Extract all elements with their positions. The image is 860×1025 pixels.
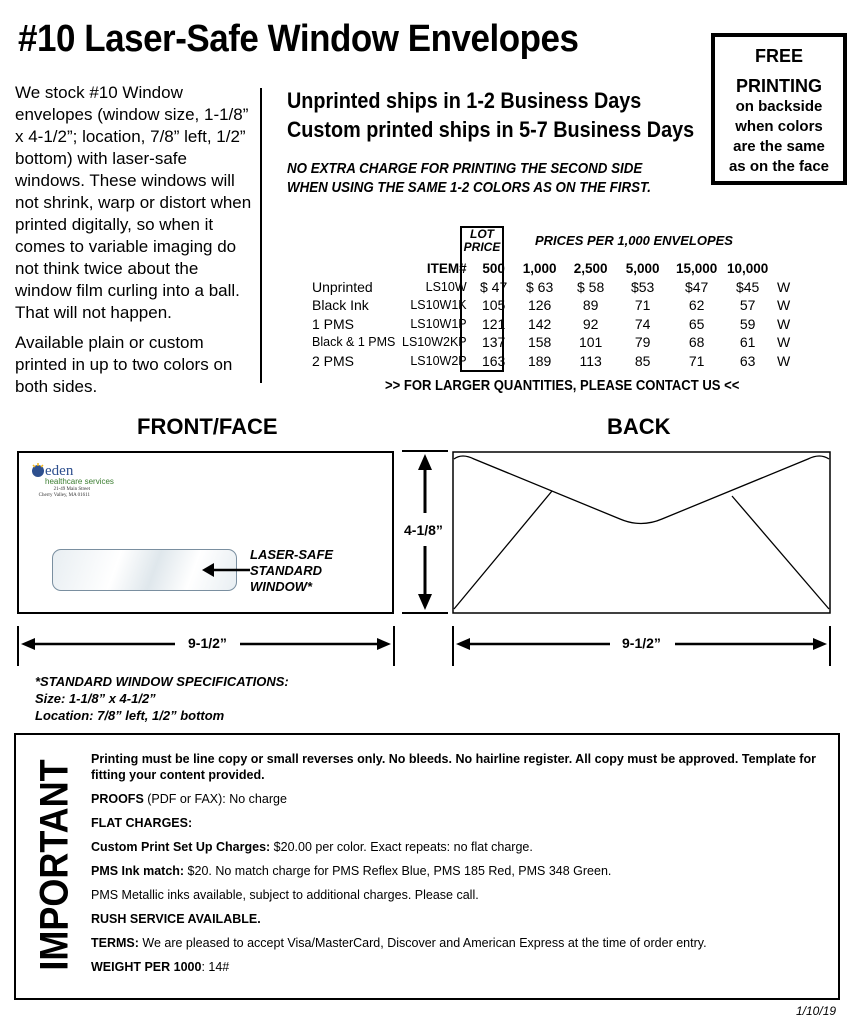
logo-address (38, 487, 90, 499)
window-specifications (35, 673, 289, 724)
logo-address-line-1: 21-49 Main Street (53, 487, 90, 492)
header-qty: 10,000 (726, 260, 769, 276)
table-row (306, 352, 797, 371)
row-price: 137 (481, 334, 506, 351)
header-qty: 500 (482, 260, 505, 276)
free-line-1: FREE (754, 46, 803, 66)
terms-text: We are pleased to accept Visa/MasterCard, Discover and American Express at the time of order entry. (138, 936, 707, 950)
printing-rules: Printing must be line copy or small reverses only. No bleeds. No hairline register. All copy must be approved. Template for fitting your content provided. (91, 752, 816, 782)
shipping-line-1: Unprinted ships in 1-2 Business Days (287, 88, 642, 113)
window-label (250, 547, 333, 595)
date-stamp: 1/10/19 (796, 1004, 837, 1018)
free-printing-box (711, 33, 847, 185)
free-line-4: when colors (735, 118, 823, 135)
row-price: 101 (578, 334, 603, 351)
lot-label-2: PRICE (463, 240, 501, 254)
row-name: Unprinted (312, 278, 373, 295)
header-qty: 5,000 (625, 260, 660, 276)
pms-text: $20. No match charge for PMS Reflex Blue, PMS 185 Red, PMS 348 Green. (184, 864, 612, 878)
prices-per-heading: PRICES PER 1,000 ENVELOPES (535, 233, 733, 248)
price-table (306, 259, 797, 370)
row-item: LS10W1P (410, 316, 467, 331)
row-flag: W (777, 278, 791, 295)
row-price: 121 (481, 315, 506, 332)
row-name: 2 PMS (312, 352, 355, 369)
row-price: 68 (688, 334, 705, 351)
free-line-6: as on the face (728, 158, 830, 175)
header-qty: 15,000 (675, 260, 718, 276)
row-price: 189 (527, 352, 552, 369)
header-qty: 2,500 (573, 260, 608, 276)
header-blank (306, 259, 402, 278)
row-flag: W (777, 352, 791, 369)
free-line-5: are the same (733, 138, 825, 155)
header-qty: 1,000 (522, 260, 557, 276)
front-width-dimension: 9-1/2” (188, 635, 227, 651)
row-price: 57 (739, 297, 756, 314)
shipping-line-2: Custom printed ships in 5-7 Business Days (287, 117, 695, 142)
row-item: LS10W2KP (402, 335, 467, 350)
row-item: LS10W (425, 279, 467, 294)
row-price: 92 (582, 315, 599, 332)
back-width-dimension: 9-1/2” (622, 635, 661, 651)
proofs-label: PROOFS (91, 792, 144, 806)
table-row (306, 315, 797, 334)
setup-text: $20.00 per color. Exact repeats: no flat charge. (270, 840, 533, 854)
weight-text: : 14# (201, 960, 230, 974)
row-flag: W (777, 315, 791, 332)
specs-location: Location: 7/8” left, 1/2” bottom (35, 708, 225, 723)
back-heading: BACK (607, 414, 671, 439)
window-label-2: STANDARD (250, 563, 322, 578)
row-name: Black Ink (312, 297, 369, 314)
weight-label: WEIGHT PER 1000 (91, 960, 202, 974)
intro-text (15, 82, 255, 406)
row-price: 113 (579, 352, 602, 369)
row-price: 74 (634, 315, 651, 332)
intro-paragraph-2: Available plain or custom printed in up to two colors on both sides. (15, 333, 233, 396)
vertical-divider (260, 88, 262, 383)
row-price: 158 (527, 334, 552, 351)
lot-price-label (460, 228, 504, 254)
row-flag: W (777, 334, 791, 351)
header-item: ITEM# (426, 260, 467, 276)
row-price: 62 (688, 297, 705, 314)
row-price: 71 (688, 352, 705, 369)
row-name: 1 PMS (312, 315, 355, 332)
row-price: 79 (634, 334, 651, 351)
logo-address-line-2: Cherry Valley, MA 01611 (38, 493, 90, 498)
row-price: 89 (582, 297, 599, 314)
table-row (306, 296, 797, 315)
window-label-1: LASER-SAFE (250, 547, 334, 562)
row-price: 126 (527, 297, 552, 314)
free-line-2: PRINTING (735, 76, 822, 96)
row-price: $47 (684, 278, 709, 295)
shipping-info (287, 86, 694, 144)
table-row (306, 278, 797, 297)
row-price: 65 (688, 315, 705, 332)
specs-title: *STANDARD WINDOW SPECIFICATIONS: (35, 674, 289, 689)
proofs-text: (PDF or FAX): No charge (143, 792, 287, 806)
price-table-header (306, 259, 797, 278)
front-face-heading: FRONT/FACE (137, 414, 278, 439)
contact-note: >> FOR LARGER QUANTITIES, PLEASE CONTACT US << (385, 378, 740, 394)
row-price: $53 (630, 278, 655, 295)
row-price: 85 (634, 352, 651, 369)
row-price: $ 63 (526, 278, 554, 295)
specs-size: Size: 1-1/8” x 4-1/2” (35, 691, 156, 706)
row-price: $45 (735, 278, 760, 295)
row-item: LS10W1K (410, 298, 467, 313)
row-price: 105 (481, 297, 506, 314)
flat-charges-label: FLAT CHARGES: (91, 816, 193, 830)
no-charge-line-2: WHEN USING THE SAME 1-2 COLORS AS ON THE FIRST. (287, 180, 651, 196)
row-price: 63 (739, 352, 756, 369)
no-charge-line-1: NO EXTRA CHARGE FOR PRINTING THE SECOND SIDE (287, 161, 643, 177)
row-price: 59 (739, 315, 756, 332)
metallic-text: PMS Metallic inks available, subject to additional charges. Please call. (91, 888, 479, 902)
row-price: 71 (634, 297, 651, 314)
row-price: 142 (527, 315, 552, 332)
terms-label: TERMS: (91, 936, 139, 950)
intro-paragraph-1: We stock #10 Window envelopes (window size, 1-1/8” x 4-1/2”; location, 7/8” left, 1/2” bottom) with laser-safe windows. These windows will not shrink, warp or distort when printed digitally, so when it comes to variable imaging do not think twice about the window film curling into a ball. That will not happen. (15, 83, 252, 322)
table-row (306, 333, 797, 352)
no-charge-note (287, 160, 651, 198)
row-price: $ 47 (480, 278, 508, 295)
logo-subtitle: healthcare services (45, 477, 114, 486)
row-name: Black & 1 PMS (312, 335, 396, 350)
setup-label: Custom Print Set Up Charges: (91, 840, 271, 854)
row-price: $ 58 (577, 278, 605, 295)
row-flag: W (777, 297, 791, 314)
important-text (91, 751, 821, 983)
logo-name: eden (45, 463, 74, 479)
page-title: #10 Laser-Safe Window Envelopes (18, 18, 579, 60)
rush-label: RUSH SERVICE AVAILABLE. (91, 912, 261, 926)
lot-label-1: LOT (470, 227, 494, 241)
window-arrow-icon (200, 560, 252, 580)
row-price: 163 (481, 352, 506, 369)
window-label-3: WINDOW* (250, 579, 313, 594)
header-blank (771, 259, 797, 278)
height-dimension: 4-1/8” (404, 522, 443, 538)
pms-label: PMS Ink match: (91, 864, 185, 878)
eden-logo-icon (30, 462, 46, 478)
important-label: IMPORTANT (32, 759, 77, 971)
free-line-3: on backside (735, 98, 823, 115)
row-item: LS10W2P (410, 353, 467, 368)
row-price: 61 (739, 334, 756, 351)
back-envelope (452, 451, 832, 615)
